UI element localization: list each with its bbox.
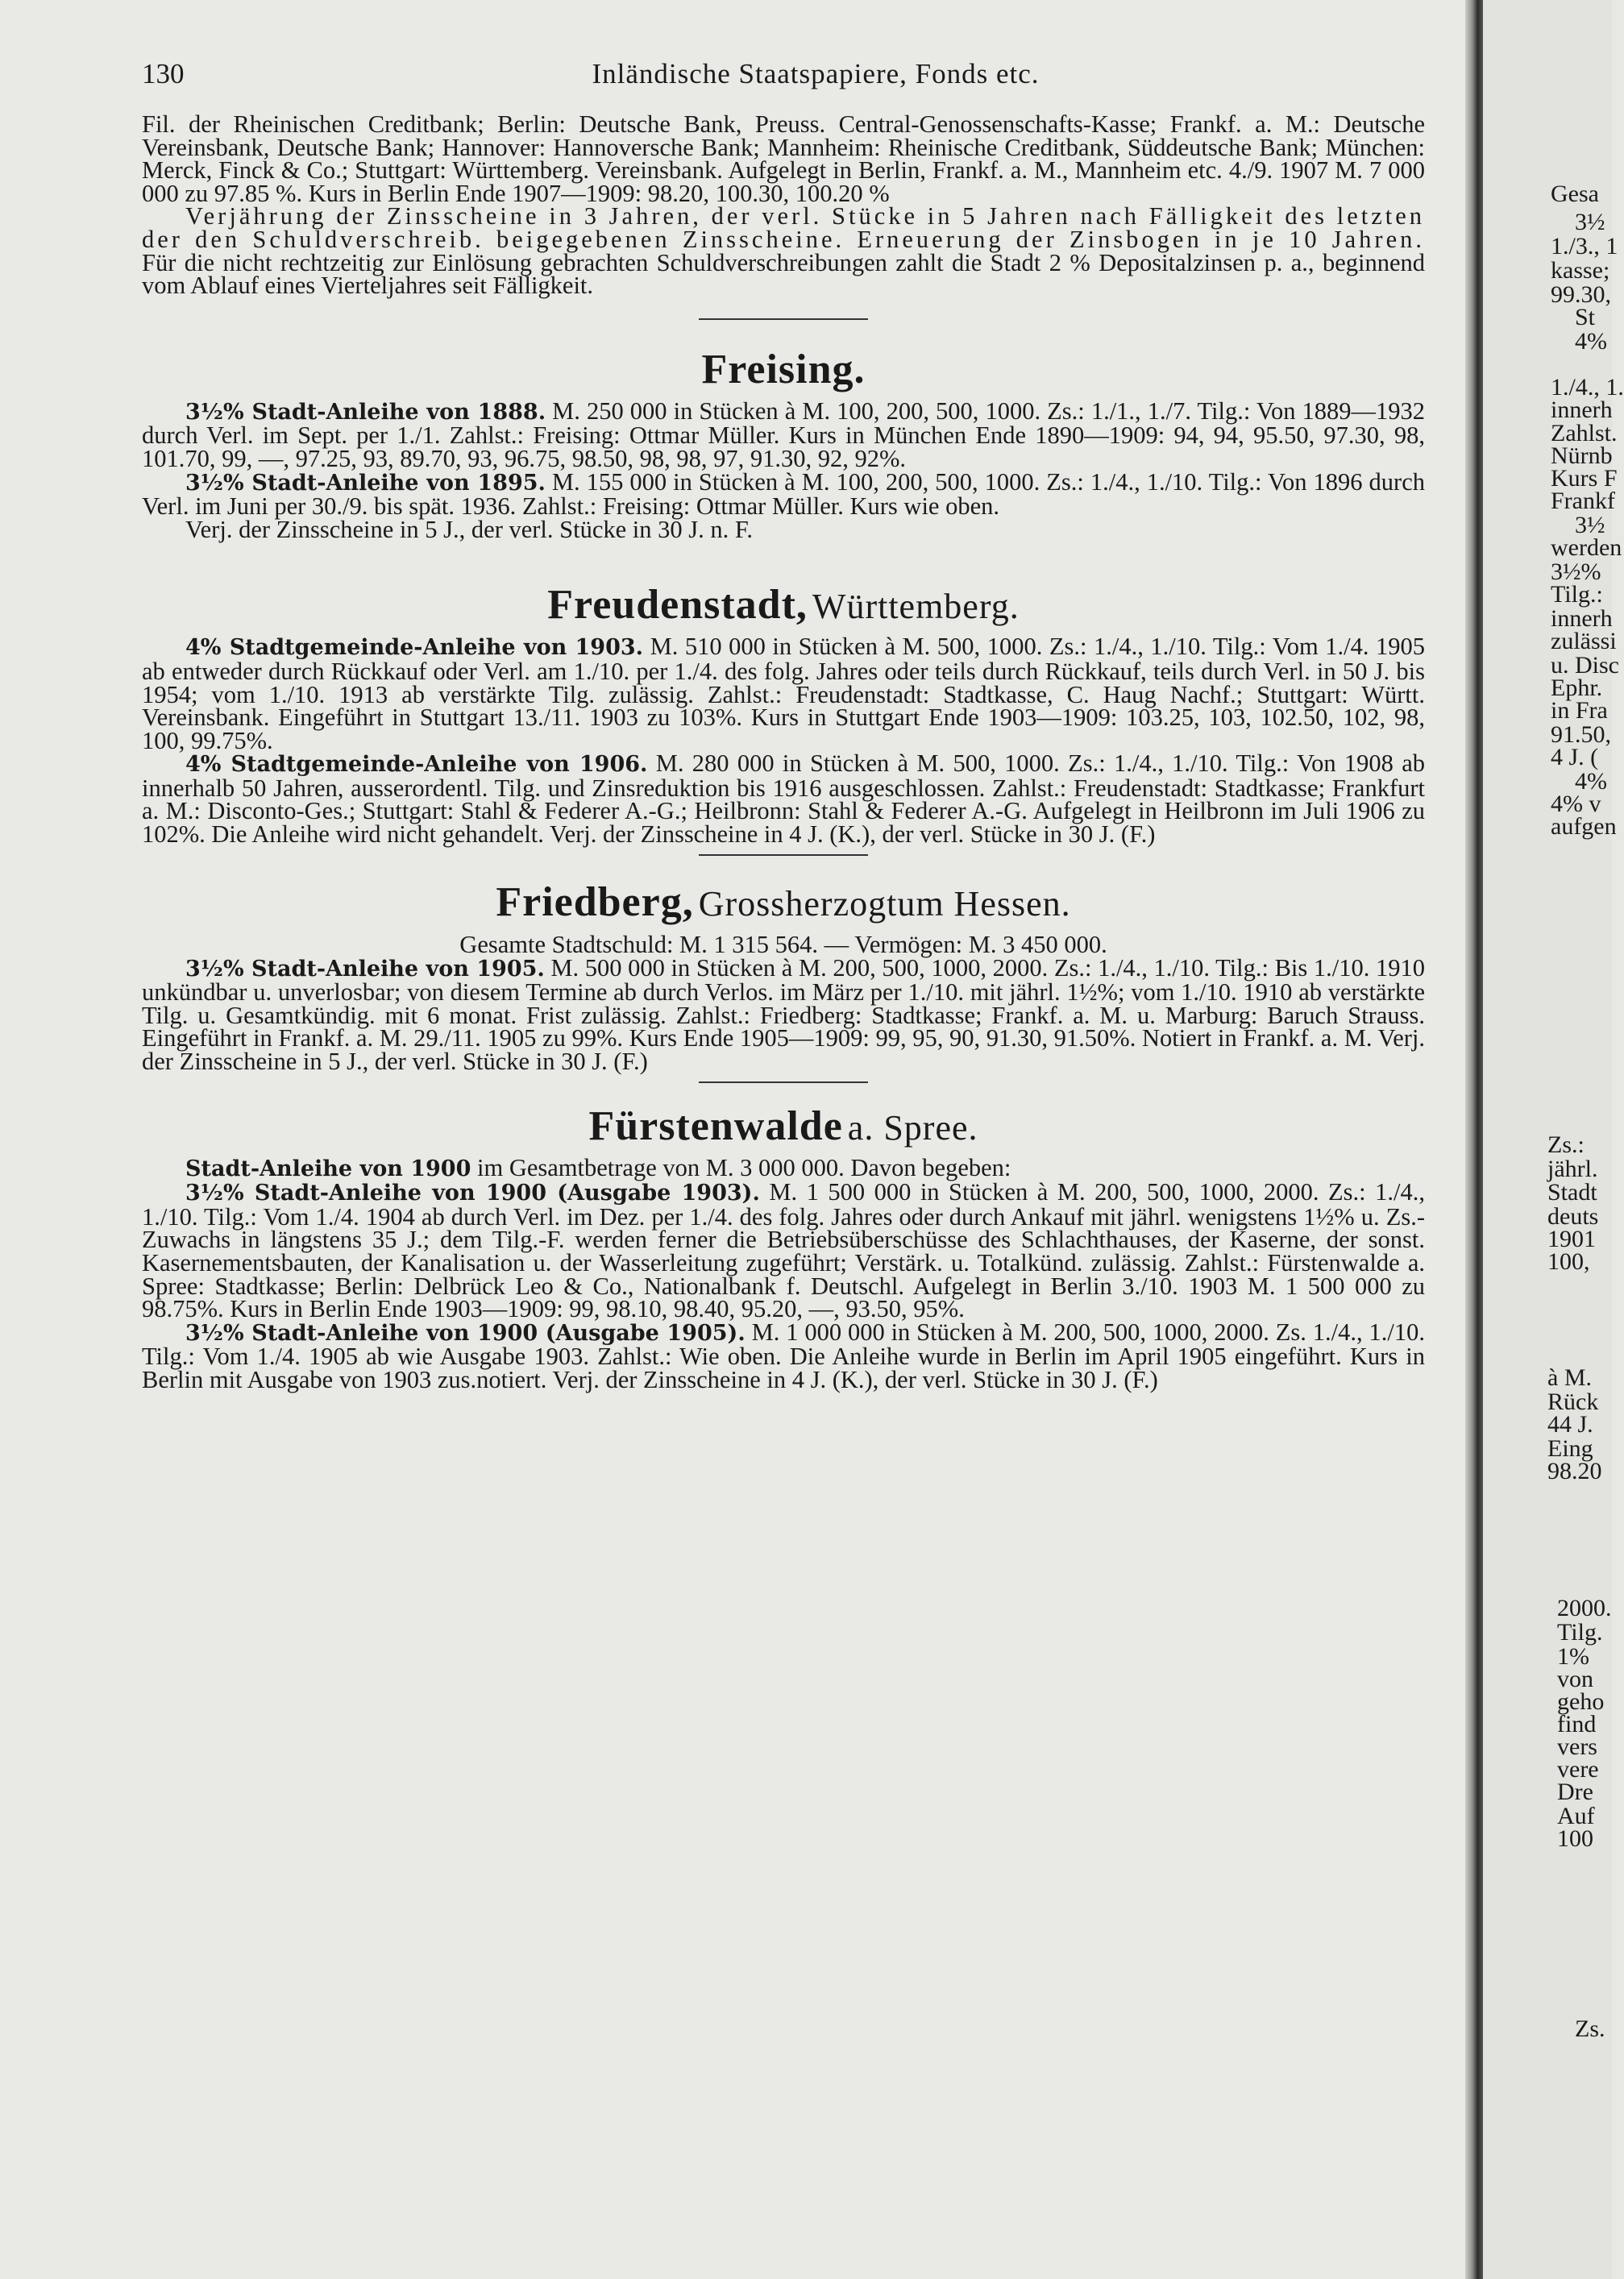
bond-text: M. 500 000 in Stücken à M. 200, 500, 1000, 2000. Zs.: 1./4., 1./10. Tilg.: Bis 1./10. 1910 unkündbar u. unverlosbar; von diesem Termine ab durch Verlos. im März per 1./10. mit jährl. 1½%; vom 1./10. 1910 ab verstärkte Tilg. u. Gesamtkündig. mit 6 monat. Frist zulässig. Zahlst.: Friedberg: Stadtkasse; Frankf. a. M. u. Marburg: Baruch Strauss. Eingeführt in Frankf. a. M. 29./11. 1905 zu 99%. Kurs Ende 1905—1909: 99, 95, 90, 91.30, 91.50%. Notiert in Frankf. a. M. Verj. der Zinsscheine in 5 J., der verl. Stücke in 30 J. (F.) [142,953,1425,1076]
adjacent-text-fragment: find [1557,1711,1597,1737]
adjacent-text-fragment: werden [1551,534,1622,561]
adjacent-text-fragment: Zs. [1575,2015,1605,2042]
city-name: Freudenstadt, [547,582,808,629]
adjacent-text-fragment: innerh [1551,396,1613,423]
bond-text: M. 510 000 in Stücken à M. 500, 1000. Zs.: 1./4., 1./10. Tilg.: Vom 1./4. 1905 ab entweder durch Rückkauf oder Verl. am 1./10. per 1./4. des folg. Jahres oder teils durch Rückkauf, teils durch Verl. in 50 J. bis 1954; vom 1./10. 1913 ab verstärkte Tilg. zulässig. Zahlst.: Freudenstadt: Stadtkasse, C. Haug Nachf.; Stuttgart: Württ. Vereinsbank. Eingeführt in Stuttgart 13./11. 1903 zu 103%. Kurs in Stuttgart Ende 1903—1909: 103.25, 103, 102.50, 102, 98, 100, 99.75%. [142,633,1425,754]
region-name: Württemberg. [812,587,1020,627]
bond-entry [142,749,1425,849]
city-name: Friedberg, [496,878,694,925]
adjacent-text-fragment: Stadt [1547,1179,1597,1206]
adjacent-text-fragment: Zs.: [1547,1131,1585,1158]
adjacent-text-fragment: Kurs F [1551,465,1618,492]
adjacent-text-fragment: Gesa [1551,181,1599,207]
adjacent-text-fragment: kasse; [1551,257,1610,284]
intro-paragraph: Fil. der Rheinischen Creditbank; Berlin: Deutsche Bank, Preuss. Central-Genossenschafts-Kasse; Frankf. a. M.: Deutsche Vereinsbank, Deutsche Bank; Hannover: Hannoversche Bank; Mannheim: Rheinische Creditbank, Süddeutsche Bank; München: Merck, Finck & Co.; Stuttgart: Württemberg. Vereinsbank. Aufgelegt in Berlin, Frankf. a. M., Mannheim etc. 4./9. 1907 M. 7 000 000 zu 97.85 %. Kurs in Berlin Ende 1907—1909: 98.20, 100.30, 100.20 % [142,110,1425,207]
adjacent-text-fragment: Tilg.: [1551,581,1603,608]
adjacent-text-fragment: 91.50, [1551,721,1611,748]
adjacent-text-fragment: Ephr. [1551,675,1603,701]
adjacent-text-fragment: 1% [1557,1643,1589,1670]
adjacent-text-fragment: Dre [1557,1779,1593,1805]
bond-title: 3½% Stadt-Anleihe von 1900 (Ausgabe 1903). [185,1181,760,1206]
spaced-text: Verjährung der Zinsscheine in 3 Jahren, der verl. Stücke in 5 Jahren nach Fälligkeit des letzten der den Schuldverschreib. beigegebenen Zinsscheine. Erneuerung der Zinsbogen in je 10 Jahren. [142,202,1425,253]
section-title-friedberg [142,875,1425,932]
page-content [142,58,1425,1392]
bond-title: 3½% Stadt-Anleihe von 1895. [185,470,546,496]
adjacent-text-fragment: 99.30, [1551,281,1611,308]
bond-title: 4% Stadtgemeinde-Anleihe von 1906. [185,752,648,778]
adjacent-text-fragment: Rück [1547,1389,1599,1415]
adjacent-text-fragment: Auf [1557,1803,1595,1829]
adjacent-text-fragment: 3½% [1551,558,1601,585]
adjacent-text-fragment: Frankf [1551,488,1615,514]
city-name: Freising. [701,346,866,392]
section-title-freudenstadt [142,578,1425,635]
intro-verjaehrung-paragraph [142,202,1425,300]
adjacent-text-fragment: 1./3., 1 [1551,233,1618,259]
adjacent-text-fragment: St [1575,304,1596,330]
bond-entry [142,953,1425,1076]
section-note: Verj. der Zinsscheine in 5 J., der verl. Stücke in 30 J. n. F. [185,515,754,543]
bond-entry [142,396,1426,472]
bond-text: M. 250 000 in Stücken à M. 100, 200, 500, 1000. Zs.: 1./1., 1./7. Tilg.: Von 1889—1932 durch Verl. im Sept. per 1./1. Zahlst.: Freising: Ottmar Müller. Kurs in München Ende 1890—1909: 94, 94, 95.50, 97.30, 98, 101.70, 99, —, 97.25, 93, 89.70, 93, 96.75, 98.50, 98, 98, 97, 91.30, 92, 92%. [142,396,1426,472]
adjacent-text-fragment: 98.20 [1547,1458,1602,1484]
adjacent-text-fragment: 100, [1547,1248,1590,1275]
adjacent-text-fragment: Tilg. [1557,1619,1603,1646]
section-title-fuerstenwalde [142,1099,1425,1156]
bond-text: im Gesamtbetrage von M. 3 000 000. Davon begeben: [471,1153,1011,1181]
region-name: a. Spree. [847,1107,978,1148]
adjacent-text-fragment: 4% v [1551,791,1601,817]
adjacent-text-fragment: 1./4., 1. [1551,374,1624,401]
adjacent-text-fragment: 3½ [1575,209,1605,235]
bond-text: M. 1 000 000 in Stücken à M. 200, 500, 1000, 2000. Zs. 1./4., 1./10. Tilg.: Vom 1./4. 1905 ab wie Ausgabe 1903. Zahlst.: Wie oben. Die Anleihe wurde in Berlin im April 1905 eingeführt. Kurs in Berlin mit Ausgabe von 1903 zus.notiert. Verj. der Zinsscheine in 4 J. (K.), der verl. Stücke in 30 J. (F.) [142,1318,1425,1393]
adjacent-text-fragment: 1901 [1547,1226,1596,1252]
adjacent-text-fragment: u. Disc [1551,652,1619,679]
adjacent-text-fragment: aufgen [1551,813,1617,840]
city-name: Fürstenwalde [588,1102,843,1149]
adjacent-text-fragment: innerh [1551,605,1613,632]
bond-entry [142,1178,1425,1323]
bond-title: 3½% Stadt-Anleihe von 1888. [185,399,546,425]
bond-entry [142,1318,1425,1393]
adjacent-text-fragment: deuts [1547,1203,1599,1230]
bond-text: M. 280 000 in Stücken à M. 500, 1000. Zs.: 1./4., 1./10. Tilg.: Von 1908 ab innerhalb 50 Jahren, ausserordentl. Tilg. und Zinsreduktion bis 1916 ausgeschlossen. Zahlst.: Freudenstadt: Stadtkasse; Frankfurt a. M.: Disconto-Ges.; Stuttgart: Stahl & Federer A.-G.; Heilbronn: Stahl & Federer A.-G. Aufgelegt in Heilbronn im Juli 1906 zu 102%. Die Anleihe wird nicht gehandelt. Verj. der Zinsscheine in 4 J. (K.), der verl. Stücke in 30 J. (F.) [142,749,1425,849]
bond-entry [142,467,1425,521]
adjacent-text-fragment: 100 [1557,1825,1593,1852]
adjacent-text-fragment: in Fra [1551,697,1608,724]
adjacent-text-fragment: 44 J. [1547,1411,1593,1438]
adjacent-text-fragment: Eing [1547,1435,1593,1462]
debt-summary: Gesamte Stadtschuld: M. 1 315 564. — Vermögen: M. 3 450 000. [459,930,1107,958]
adjacent-text-fragment: vers [1557,1733,1597,1760]
adjacent-text-fragment: 2000. [1557,1595,1612,1621]
adjacent-text-fragment: 4% [1575,328,1607,355]
bond-title: 3½% Stadt-Anleihe von 1905. [185,956,545,982]
page-number: 130 [142,58,185,89]
region-name: Grossherzogtum Hessen. [698,883,1071,924]
bond-entry [142,635,1425,752]
adjacent-text-fragment: 3½ [1575,512,1605,538]
adjacent-text-fragment: à M. [1547,1364,1592,1391]
section-title-freising [142,342,1425,400]
book-gutter [1465,0,1483,2279]
adjacent-text-fragment: vere [1557,1756,1599,1783]
bond-title: 4% Stadtgemeinde-Anleihe von 1903. [185,635,644,661]
page-header [142,58,1425,103]
adjacent-text-fragment: Nürnb [1551,442,1613,469]
adjacent-text-fragment: Zahlst. [1551,420,1618,446]
bond-text: M. 1 500 000 in Stücken à M. 200, 500, 1000, 2000. Zs.: 1./4., 1./10. Tilg.: Vom 1./4. 1904 ab durch Verl. im Dez. per 1./4. des folg. Jahres oder durch Ankauf mit jährl. wenigstens 1½% u. Zs.-Zuwachs in längstens 35 J.; dem Tilg.-F. werden ferner die Betriebsüberschüsse des Schlachthauses, der Kaserne, der sonst. Kasernementsbauten, der Kanalisation u. der Wasserleitung zugeführt; Verstärk. u. Totalkünd. zulässig. Zahlst.: Fürstenwalde a. Spree: Stadtkasse; Berlin: Delbrück Leo & Co., Nationalbank f. Deutschl. Aufgelegt in Berlin 3./10. 1903 M. 1 500 000 zu 98.75%. Kurs in Berlin Ende 1903—1909: 99, 98.10, 98.40, 95.20, —, 93.50, 95%. [142,1178,1425,1323]
adjacent-text-fragment: 4 J. ( [1551,744,1599,770]
bond-title: 3½% Stadt-Anleihe von 1900 (Ausgabe 1905). [185,1320,746,1346]
adjacent-page-edge [1483,0,1624,2279]
adjacent-text-fragment: jährl. [1547,1156,1598,1182]
adjacent-text-fragment: 4% [1575,768,1607,795]
bond-text: M. 155 000 in Stücken à M. 100, 200, 500, 1000. Zs.: 1./4., 1./10. Tilg.: Von 1896 durch Verl. im Juni per 30./9. bis spät. 1936. Zahlst.: Freising: Ottmar Müller. Kurs wie oben. [142,467,1425,521]
intro-verjaehrung-rest: Für die nicht rechtzeitig zur Einlösung gebrachten Schuldverschreibungen zahlt die Stadt 2 % Depositalzinsen p. a., beginnend vom Ablauf eines Vierteljahres seit Fälligkeit. [142,248,1425,300]
adjacent-text-fragment: zulässi [1551,628,1617,654]
adjacent-text-fragment: geho [1557,1688,1605,1715]
bond-title: Stadt-Anleihe von 1900 [185,1156,471,1181]
adjacent-text-fragment: von [1557,1666,1593,1692]
running-title: Inländische Staatspapiere, Fonds etc. [592,58,1040,89]
loan-intro [142,1153,1425,1181]
